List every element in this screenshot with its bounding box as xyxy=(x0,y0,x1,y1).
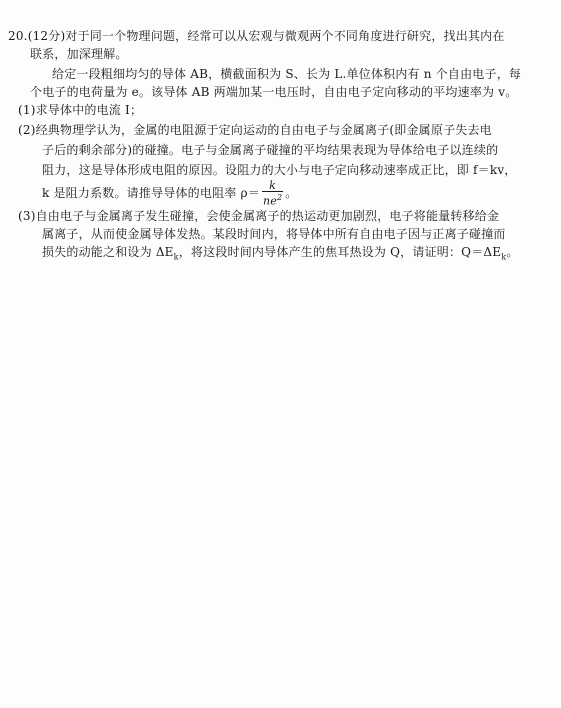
problem-part2-line4 xyxy=(42,180,297,207)
problem-given-line1: 给定一段粗细均匀的导体 AB，横截面积为 S、长为 L.单位体积内有 n 个自由电子，每 xyxy=(52,67,522,81)
problem-intro-line1: 对于同一个物理问题，经常可以从宏观与微观两个不同角度进行研究，找出其内在 xyxy=(65,29,505,43)
problem-part2-line3: 阻力，这是导体形成电阻的原因。设阻力的大小与电子定向移动速率成正比，即 f＝kv， xyxy=(42,163,517,177)
part3-subscript-1: k xyxy=(173,252,179,262)
problem-part2-line1: (2)经典物理学认为，金属的电阻源于定向运动的自由电子与金属离子(即金属原子失去电 xyxy=(18,123,492,137)
part2-resistivity-text: k 是阻力系数。请推导导体的电阻率 ρ＝ xyxy=(42,185,260,200)
part3-subscript-2: k xyxy=(501,252,507,262)
problem-part3-line3 xyxy=(42,244,519,265)
fraction-denominator-base: ne xyxy=(262,194,277,208)
part3-text-a: 损失的动能之和设为 ΔE xyxy=(42,245,174,259)
part3-text-c: 。 xyxy=(506,245,519,259)
problem-header-line xyxy=(8,28,505,44)
problem-given-line2: 个电子的电荷量为 e。该导体 AB 两端加某一电压时，自由电子定向移动的平均速率为 v。 xyxy=(30,85,518,99)
problem-number: 20. xyxy=(8,29,28,43)
fraction-denominator-exponent: 2 xyxy=(276,193,283,202)
problem-points: (12分) xyxy=(27,29,66,43)
problem-intro-line2: 联系，加深理解。 xyxy=(30,47,128,61)
problem-part2-line2: 子后的剩余部分)的碰撞。电子与金属离子碰撞的平均结果表现为导体给电子以连续的 xyxy=(42,143,499,157)
part2-line4-end: 。 xyxy=(285,185,298,200)
resistivity-fraction xyxy=(262,180,283,207)
part3-text-b: ，将这段时间内导体产生的焦耳热设为 Q，请证明：Q＝ΔE xyxy=(178,245,502,259)
problem-part1: (1)求导体中的电流 I； xyxy=(18,103,143,117)
problem-part3-line1: (3)自由电子与金属离子发生碰撞，会使金属离子的热运动更加剧烈，电子将能量转移给金 xyxy=(18,209,500,223)
problem-part3-line2: 属离子，从而使金属导体发热。某段时间内，将导体中所有自由电子因与正离子碰撞而 xyxy=(42,227,506,241)
fraction-numerator: k xyxy=(262,180,283,192)
fraction-denominator xyxy=(262,192,283,207)
